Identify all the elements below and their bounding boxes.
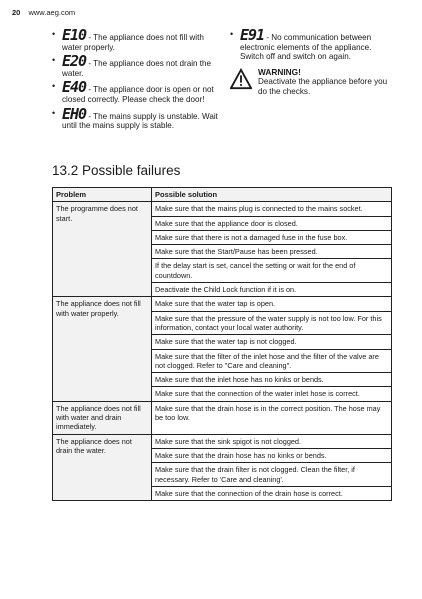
page-header [12,8,75,17]
error-description: - The appliance does not drain the water. [62,59,212,78]
solution-cell: Make sure that the Start/Pause has been pressed. [152,245,392,259]
problem-cell: The appliance does not fill with water and drain immediately. [53,401,152,434]
error-code: E10 [62,26,87,44]
column-header-problem: Problem [53,188,152,202]
solution-cell: Make sure that the sink spigot is not clogged. [152,434,392,448]
warning-text: Deactivate the appliance before you do the checks. [258,77,388,96]
table-header-row [53,188,392,202]
error-code-item [52,52,222,78]
error-code-item [230,26,390,62]
table-row [53,434,392,448]
table-row [53,401,392,434]
problem-cell: The programme does not start. [53,202,152,297]
solution-cell: Make sure that the drain hose has no kinks or bends. [152,448,392,462]
solution-cell: Make sure that there is not a damaged fuse in the fuse box. [152,230,392,244]
error-description: - The appliance does not fill with water properly. [62,33,204,52]
page-number: 20 [12,8,21,17]
site-url[interactable]: www.aeg.com [28,8,76,17]
error-code: E91 [240,26,265,44]
solution-cell: Make sure that the water tap is not clogged. [152,335,392,349]
problem-cell: The appliance does not drain the water. [53,434,152,500]
error-code-item [52,26,222,52]
warning-title: WARNING! [258,66,301,77]
section-title: 13.2 Possible failures [52,163,181,178]
failures-table [52,187,392,501]
error-code-item [52,104,222,131]
error-description: - The appliance door is open or not closed correctly. Please check the door! [62,85,214,104]
table-row [53,202,392,216]
solution-cell: Make sure that the drain filter is not clogged. Clean the filter, if necessary. Refer to 'Care and cleaning'. [152,463,392,487]
solution-cell: Make sure that the filter of the inlet hose and the filter of the valve are not clogged. Refer to "Care and cleaning". [152,349,392,373]
error-code: E40 [62,78,87,97]
solution-cell: Make sure that the water tap is open. [152,297,392,311]
solution-cell: Deactivate the Child Lock function if it is on. [152,283,392,297]
error-code-item [52,78,222,104]
error-code: EH0 [62,104,87,123]
warning-box [230,68,390,97]
solution-cell: Make sure that the connection of the drain hose is correct. [152,486,392,500]
solution-cell: If the delay start is set, cancel the setting or wait for the end of countdown. [152,259,392,283]
problem-cell: The appliance does not fill with water properly. [53,297,152,401]
solution-cell: Make sure that the mains plug is connected to the mains socket. [152,202,392,216]
column-header-solution: Possible solution [152,188,392,202]
error-description: - No communication between electronic elements of the appliance. Switch off and switch on again. [240,33,372,62]
error-code-list-right [230,26,390,97]
solution-cell: Make sure that the appliance door is closed. [152,216,392,230]
warning-icon [230,68,252,90]
solution-cell: Make sure that the drain hose is in the correct position. The hose may be too low. [152,401,392,434]
solution-cell: Make sure that the inlet hose has no kinks or bends. [152,373,392,387]
solution-cell: Make sure that the connection of the water inlet hose is correct. [152,387,392,401]
solution-cell: Make sure that the pressure of the water supply is not too low. For this information, contact your local water authority. [152,311,392,335]
error-description: - The mains supply is unstable. Wait until the mains supply is stable. [62,111,218,131]
error-code-list-left [52,26,222,135]
table-row [53,297,392,311]
error-code: E20 [62,52,87,71]
